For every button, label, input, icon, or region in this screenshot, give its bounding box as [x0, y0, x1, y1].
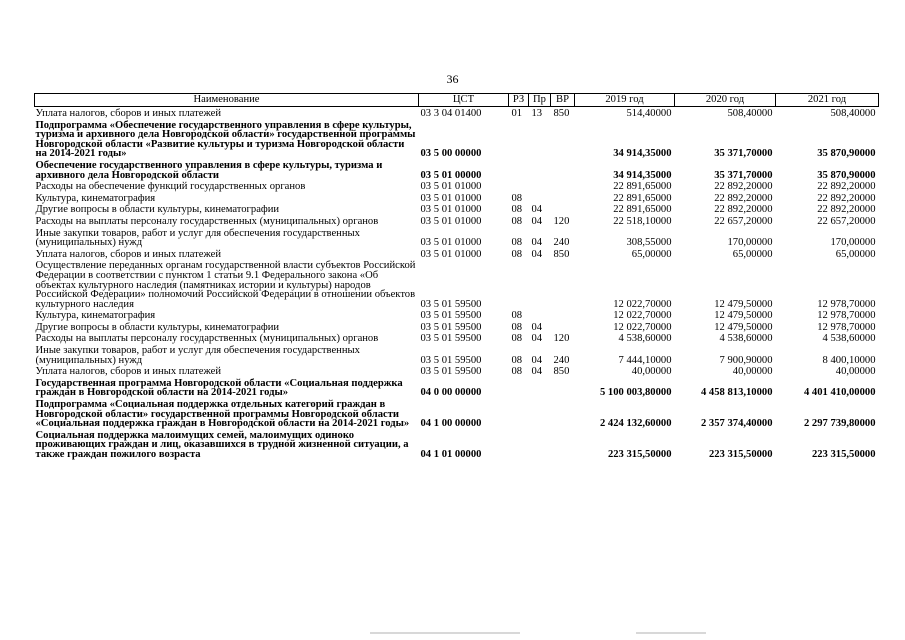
cell-vr — [551, 310, 575, 322]
cell-2020: 40,00000 — [732, 366, 773, 378]
cell-2019: 22 891,65000 — [613, 181, 672, 193]
cell-name: Культура, кинематография — [35, 192, 156, 204]
cell-rz: 08 — [511, 366, 523, 378]
scan-artifact — [636, 632, 706, 634]
cell-2019: 7 444,10000 — [618, 354, 672, 366]
cell-cst: 03 5 01 01000 — [420, 181, 482, 193]
cell-2021: 12 978,70000 — [817, 310, 876, 322]
cell-2019: 223 315,50000 — [607, 449, 672, 460]
cell-2019: 2 424 132,60000 — [599, 418, 672, 430]
cell-2020: 170,00000 — [727, 237, 773, 249]
cell-cst: 03 5 01 59500 — [420, 310, 482, 322]
cell-cst: 03 5 01 00000 — [420, 169, 482, 181]
cell-2020: 12 479,50000 — [714, 298, 773, 310]
cell-vr — [551, 204, 575, 216]
cell-2021: 508,40000 — [830, 108, 876, 119]
cell-cst: 04 0 00 00000 — [420, 387, 482, 399]
cell-vr — [551, 399, 575, 430]
cell-2021: 65,00000 — [835, 248, 876, 260]
cell-rz: 08 — [511, 310, 523, 322]
cell-2019: 12 022,70000 — [613, 321, 672, 333]
cell-2021: 40,00000 — [835, 366, 876, 378]
header-2020: 2020 год — [675, 94, 776, 107]
cell-2019: 65,00000 — [631, 248, 672, 260]
cell-name: Подпрограмма «Обеспечение государственного управления в сфере культуры, туризма и архивного дела Новгородской области» государственной программы Новгородской области «Развитие культуры и туризма Новгородской области на 2014-2021 годы» — [35, 119, 416, 160]
cell-name: Подпрограмма «Социальная поддержка отдельных категорий граждан в Новгородской области» государственной программы Новгородской области «Социальная поддержка граждан в Новгородской области на 2014-2021 годы» — [35, 399, 410, 430]
header-rz: РЗ — [509, 94, 529, 107]
cell-2020: 4 458 813,10000 — [700, 387, 773, 399]
cell-cst: 03 5 00 00000 — [420, 148, 482, 160]
cell-2020: 35 371,70000 — [714, 169, 773, 181]
cell-cst: 03 5 01 59500 — [420, 354, 482, 366]
cell-vr: 850 — [553, 108, 570, 119]
cell-cst: 03 5 01 01000 — [420, 204, 482, 216]
cell-2021: 4 538,60000 — [822, 333, 876, 345]
cell-2020: 7 900,90000 — [719, 354, 773, 366]
cell-2021: 12 978,70000 — [817, 321, 876, 333]
table-row — [35, 228, 879, 249]
table-row — [35, 260, 879, 310]
cell-2021: 22 892,20000 — [817, 192, 876, 204]
cell-2021: 4 401 410,00000 — [803, 387, 876, 399]
cell-2020: 223 315,50000 — [708, 449, 773, 460]
cell-2019: 40,00000 — [631, 366, 672, 378]
header-vr: ВР — [551, 94, 575, 107]
cell-rz — [509, 181, 529, 193]
table-row — [35, 310, 879, 322]
cell-pr: 04 — [531, 237, 543, 249]
cell-name: Уплата налогов, сборов и иных платежей — [35, 108, 222, 119]
cell-2021: 22 892,20000 — [817, 204, 876, 216]
table-row — [35, 193, 879, 205]
cell-name: Осуществление переданных органам государственной власти субъектов Российской Федерации в соответствии с пунктом 1 статьи 9.1 Федерального закона «Об объектах культурного наследия (памятниках истории и культуры) народов Российской Федерации» полномочий Российской Федерации в отношении объектов культурного наследия — [35, 260, 416, 310]
table-row — [35, 399, 879, 430]
cell-rz: 08 — [511, 215, 523, 227]
cell-name: Другие вопросы в области культуры, кинематографии — [35, 321, 280, 333]
cell-2020: 22 892,20000 — [714, 181, 773, 193]
cell-2020: 65,00000 — [732, 248, 773, 260]
cell-vr: 120 — [553, 215, 570, 227]
cell-vr: 120 — [553, 333, 570, 345]
cell-pr — [529, 310, 551, 322]
cell-name: Иные закупки товаров, работ и услуг для обеспечения государственных (муниципальных) нужд — [35, 345, 360, 366]
cell-cst: 03 5 01 59500 — [420, 298, 482, 310]
cell-rz: 08 — [511, 354, 523, 366]
cell-name: Уплата налогов, сборов и иных платежей — [35, 248, 222, 260]
cell-pr — [529, 399, 551, 430]
header-2019: 2019 год — [575, 94, 675, 107]
cell-2020: 4 538,60000 — [719, 333, 773, 345]
cell-vr: 240 — [553, 354, 570, 366]
table-row — [35, 120, 879, 160]
cell-rz: 08 — [511, 192, 523, 204]
table-row — [35, 216, 879, 228]
cell-pr: 04 — [531, 215, 543, 227]
cell-name: Культура, кинематография — [35, 310, 156, 322]
cell-vr — [551, 430, 575, 461]
cell-rz — [509, 378, 529, 399]
cell-rz: 08 — [511, 248, 523, 260]
cell-vr: 850 — [553, 248, 570, 260]
table-row — [35, 249, 879, 261]
table-row — [35, 378, 879, 399]
cell-pr — [529, 193, 551, 205]
cell-2021: 223 315,50000 — [811, 449, 876, 460]
cell-2021: 2 297 739,80000 — [803, 418, 876, 430]
cell-2019: 12 022,70000 — [613, 298, 672, 310]
cell-2021: 8 400,10000 — [822, 354, 876, 366]
cell-rz: 08 — [511, 321, 523, 333]
cell-vr — [551, 181, 575, 193]
cell-rz — [509, 399, 529, 430]
header-pr: Пр — [529, 94, 551, 107]
cell-pr — [529, 120, 551, 160]
cell-2020: 22 657,20000 — [714, 215, 773, 227]
cell-2019: 22 891,65000 — [613, 192, 672, 204]
cell-rz — [509, 260, 529, 310]
cell-pr: 04 — [531, 204, 543, 216]
cell-name: Расходы на выплаты персоналу государственных (муниципальных) органов — [35, 333, 379, 345]
cell-name: Обеспечение государственного управления в сфере культуры, туризма и архивного дела Новгородской области — [35, 159, 383, 181]
cell-cst: 03 5 01 59500 — [420, 333, 482, 345]
cell-2021: 170,00000 — [830, 237, 876, 249]
table-row — [35, 366, 879, 378]
table-row — [35, 430, 879, 461]
cell-2021: 35 870,90000 — [817, 148, 876, 160]
cell-cst: 04 1 01 00000 — [420, 449, 482, 460]
cell-2019: 514,40000 — [626, 108, 672, 119]
cell-name: Иные закупки товаров, работ и услуг для обеспечения государственных (муниципальных) нужд — [35, 227, 360, 249]
cell-pr — [529, 430, 551, 461]
cell-2020: 12 479,50000 — [714, 310, 773, 322]
table-row — [35, 345, 879, 366]
cell-rz: 08 — [511, 333, 523, 345]
cell-cst: 03 5 01 01000 — [420, 248, 482, 260]
cell-rz: 01 — [511, 108, 523, 119]
cell-vr — [551, 120, 575, 160]
cell-pr: 13 — [531, 108, 543, 119]
cell-pr — [529, 260, 551, 310]
cell-cst: 03 5 01 01000 — [420, 192, 482, 204]
header-cst: ЦСТ — [419, 94, 509, 107]
cell-name: Социальная поддержка малоимущих семей, малоимущих одиноко проживающих граждан и лиц, оказавшихся в трудной жизненной ситуации, а также граждан пожилого возраста — [35, 429, 409, 460]
table-row — [35, 204, 879, 216]
cell-cst: 03 3 04 01400 — [420, 108, 482, 119]
cell-2020: 22 892,20000 — [714, 204, 773, 216]
budget-table — [34, 93, 879, 461]
table-row — [35, 107, 879, 120]
cell-cst: 04 1 00 00000 — [420, 418, 482, 430]
cell-cst: 03 5 01 01000 — [420, 237, 482, 249]
table-body — [35, 107, 879, 461]
cell-2019: 4 538,60000 — [618, 333, 672, 345]
cell-2020: 2 357 374,40000 — [700, 418, 773, 430]
cell-rz — [509, 160, 529, 181]
cell-vr — [551, 193, 575, 205]
table-row — [35, 322, 879, 334]
cell-name: Расходы на выплаты персоналу государственных (муниципальных) органов — [35, 215, 379, 227]
cell-name: Уплата налогов, сборов и иных платежей — [35, 366, 222, 378]
cell-2020: 12 479,50000 — [714, 321, 773, 333]
cell-pr: 04 — [531, 354, 543, 366]
cell-2020: 508,40000 — [727, 108, 773, 119]
cell-name: Другие вопросы в области культуры, кинематографии — [35, 204, 280, 216]
table-header-row — [35, 94, 879, 107]
cell-pr — [529, 181, 551, 193]
cell-pr: 04 — [531, 333, 543, 345]
header-2021: 2021 год — [776, 94, 879, 107]
table-row — [35, 181, 879, 193]
table-row — [35, 160, 879, 181]
cell-pr: 04 — [531, 321, 543, 333]
cell-2019: 22 891,65000 — [613, 204, 672, 216]
cell-2020: 35 371,70000 — [714, 148, 773, 160]
cell-2021: 35 870,90000 — [817, 169, 876, 181]
cell-pr — [529, 160, 551, 181]
header-name: Наименование — [35, 94, 419, 107]
cell-pr: 04 — [531, 248, 543, 260]
cell-vr: 850 — [553, 366, 570, 378]
cell-cst: 03 5 01 59500 — [420, 366, 482, 378]
cell-rz — [509, 430, 529, 461]
cell-2021: 12 978,70000 — [817, 298, 876, 310]
cell-2020: 22 892,20000 — [714, 192, 773, 204]
cell-2019: 34 914,35000 — [613, 169, 672, 181]
cell-rz — [509, 120, 529, 160]
cell-vr — [551, 160, 575, 181]
cell-2021: 22 657,20000 — [817, 215, 876, 227]
cell-vr — [551, 378, 575, 399]
cell-name: Расходы на обеспечение функций государственных органов — [35, 181, 306, 193]
cell-rz: 08 — [511, 204, 523, 216]
cell-2019: 5 100 003,80000 — [599, 387, 672, 399]
cell-vr: 240 — [553, 237, 570, 249]
cell-cst: 03 5 01 01000 — [420, 215, 482, 227]
cell-vr — [551, 322, 575, 334]
cell-2019: 12 022,70000 — [613, 310, 672, 322]
page-number: 36 — [446, 72, 459, 86]
scan-artifact — [370, 632, 520, 634]
cell-vr — [551, 260, 575, 310]
cell-name: Государственная программа Новгородской области «Социальная поддержка граждан в Новгородской области на 2014-2021 годы» — [35, 377, 403, 399]
cell-cst: 03 5 01 59500 — [420, 321, 482, 333]
cell-2019: 22 518,10000 — [613, 215, 672, 227]
cell-2021: 22 892,20000 — [817, 181, 876, 193]
cell-pr — [529, 378, 551, 399]
cell-pr: 04 — [531, 366, 543, 378]
cell-rz: 08 — [511, 237, 523, 249]
table-row — [35, 333, 879, 345]
cell-2019: 308,55000 — [626, 237, 672, 249]
cell-2019: 34 914,35000 — [613, 148, 672, 160]
